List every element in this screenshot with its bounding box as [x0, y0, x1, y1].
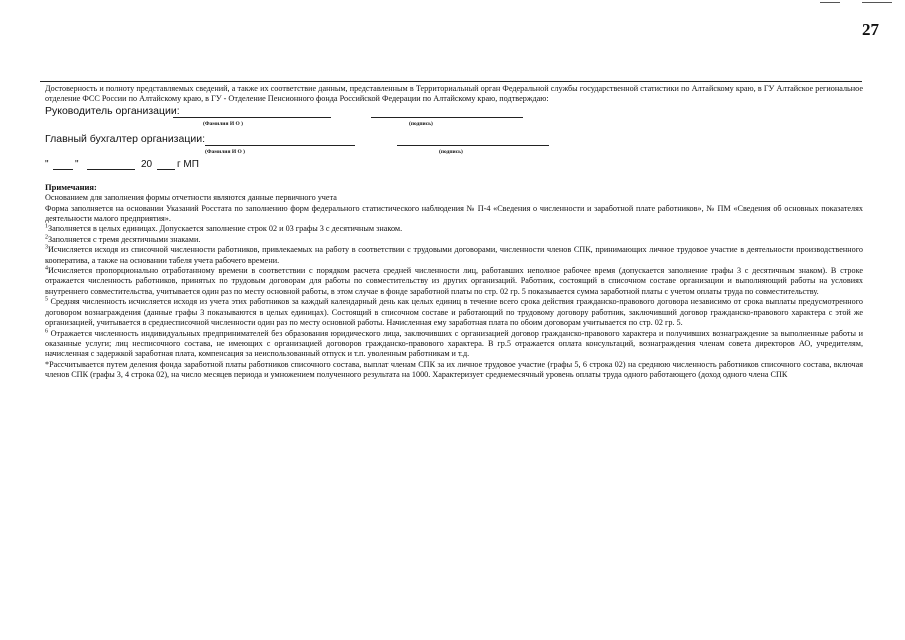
note-marker: 1: [45, 223, 48, 230]
note-text: Отражается численность индивидуальных предпринимателей без образования юридического лица, заключивших с организацией договор гражданско-правового характера и получивших вознаграждение за выполненные работы и оказанные услуги; лиц несписочного состава, не имеющих с организацией договоров гражданско-правового характера. В гр.5 отражается оплата консультаций, вознаграждения членам совета директоров АО, учредителям, начисленная с задержкой заработная плата, компенсация за неиспользованный отпуск и т.п. уволенным работникам и т.д.: [45, 328, 863, 359]
note-marker: 4: [45, 265, 48, 272]
accountant-name-field[interactable]: [205, 134, 355, 146]
page-number: 27: [862, 20, 879, 39]
note-marker: 2: [45, 234, 48, 241]
note-item: [45, 193, 863, 203]
note-text: Средняя численность исчисляется исходя из учета этих работников за каждый календарный день как целых единиц в течение всего срока действия гражданско-правового договора независимо от срока выплаты предусмотренного договором вознаграждения (данные графы 3 показываются в целых единицах). Состоящий в списочном составе и работающий по трудовому договору работник, заключивший договор гражданско-правового характера с этой же организацией, учитывается в среднесписочной численности один раз по месту основной работы. Начисленная ему заработная плата по обоим договорам учитывается по стр. 02 гр. 5.: [45, 297, 863, 328]
scan-mark: [820, 2, 840, 4]
note-text: Форма заполняется на основании Указаний Росстата по заполнению форм федерального статистического наблюдения № П-4 «Сведения о численности и заработной плате работников», № ПМ «Сведения об основных показателях деятельности малого предприятия».: [45, 203, 863, 224]
note-item: [45, 245, 863, 266]
accountant-name-caption: (Фамилия И О ): [205, 148, 245, 155]
note-item: [45, 224, 863, 234]
header-divider: [40, 81, 862, 82]
note-text: Заполняется с тремя десятичными знаками.: [48, 234, 201, 244]
note-text: Рассчитывается путем деления фонда заработной платы работников списочного состава, выплат членам СПК за их личное трудовое участие (графы 5, 6 строка 02) на среднюю численность работников списочного состава, включая членов СПК (графы 3, 4 строка 02), на число месяцев периода и умножением полученного результата на 1000. Характеризует среднемесячный уровень оплаты труда одного работающего (доход одного члена СПК: [45, 359, 863, 380]
accountant-sign-caption: (подпись): [439, 148, 463, 155]
accountant-signature-row: [45, 132, 863, 155]
scan-mark: [862, 2, 892, 4]
date-year-field[interactable]: [157, 160, 175, 170]
note-text: Исчисляется пропорционально отработанному времени в соответствии с порядком расчета средней численности лиц, работавших неполное рабочее время (допускается заполнение графы 3 с десятичным знаком). В строке отражается численность работников, принятых по трудовым договорам для работы по совместительству из других организаций. Работник, состоящий в списочном составе организации и выполняющий работы на условиях внутреннего совместительства, учитывается один раз по месту основной работы, в этом случае в фонде заработной платы по стр. 02 гр. 5 показывается сумма заработной платы с учетом оплаты труда по совместительству.: [45, 266, 863, 296]
note-marker: 6: [45, 327, 48, 334]
attestation-text: Достоверность и полноту представляемых сведений, а также их соответствие данным, представленным в Территориальный орган Федеральной службы государственной статистики по Алтайскому краю, в ГУ Алтайское региональное отделение ФСС России по Алтайскому краю, в ГУ - Отделение Пенсионного фонда Российской Федерации по Алтайскому краю, подтверждаю:: [45, 84, 863, 104]
accountant-label: Главный бухгалтер организации:: [45, 132, 206, 145]
accountant-sign-field[interactable]: [397, 134, 549, 146]
notes-heading: Примечания:: [45, 181, 97, 192]
note-text: Основанием для заполнения формы отчетности являются данные первичного учета: [45, 193, 337, 203]
note-item: [45, 297, 863, 328]
note-marker: *: [45, 359, 50, 369]
date-month-field[interactable]: [87, 160, 135, 170]
date-row: [45, 160, 863, 176]
date-year-prefix: 20: [141, 158, 153, 170]
note-marker: 3: [45, 244, 48, 251]
date-day-field[interactable]: [53, 160, 73, 170]
date-quote-close: ": [75, 158, 79, 170]
head-sign-field[interactable]: [371, 106, 523, 118]
note-item: [45, 204, 863, 225]
date-suffix: г МП: [177, 158, 199, 170]
head-name-caption: (Фамилия И О ): [203, 120, 243, 127]
note-text: Заполняется в целых единицах. Допускается заполнение строк 02 и 03 графы 3 с десятичным знаком.: [48, 224, 403, 234]
head-label: Руководитель организации:: [45, 104, 180, 117]
head-sign-caption: (подпись): [409, 120, 433, 127]
note-text: Исчисляется исходя из списочной численности работников, привлекаемых на работу в соответствии с трудовыми договорами, численности членов СПК, принимающих личное трудовое участие в деятельности производственного кооператива, а также на основании табеля учета рабочего времени.: [45, 245, 863, 265]
head-name-field[interactable]: [173, 106, 331, 118]
date-quote-open: ": [45, 158, 49, 170]
note-item: [45, 235, 863, 245]
note-item: [45, 360, 863, 381]
head-signature-row: [45, 104, 863, 127]
form-footer: [45, 84, 863, 381]
note-marker: 5: [45, 296, 48, 303]
notes-list: [45, 193, 863, 380]
note-item: [45, 266, 863, 297]
note-item: [45, 329, 863, 360]
